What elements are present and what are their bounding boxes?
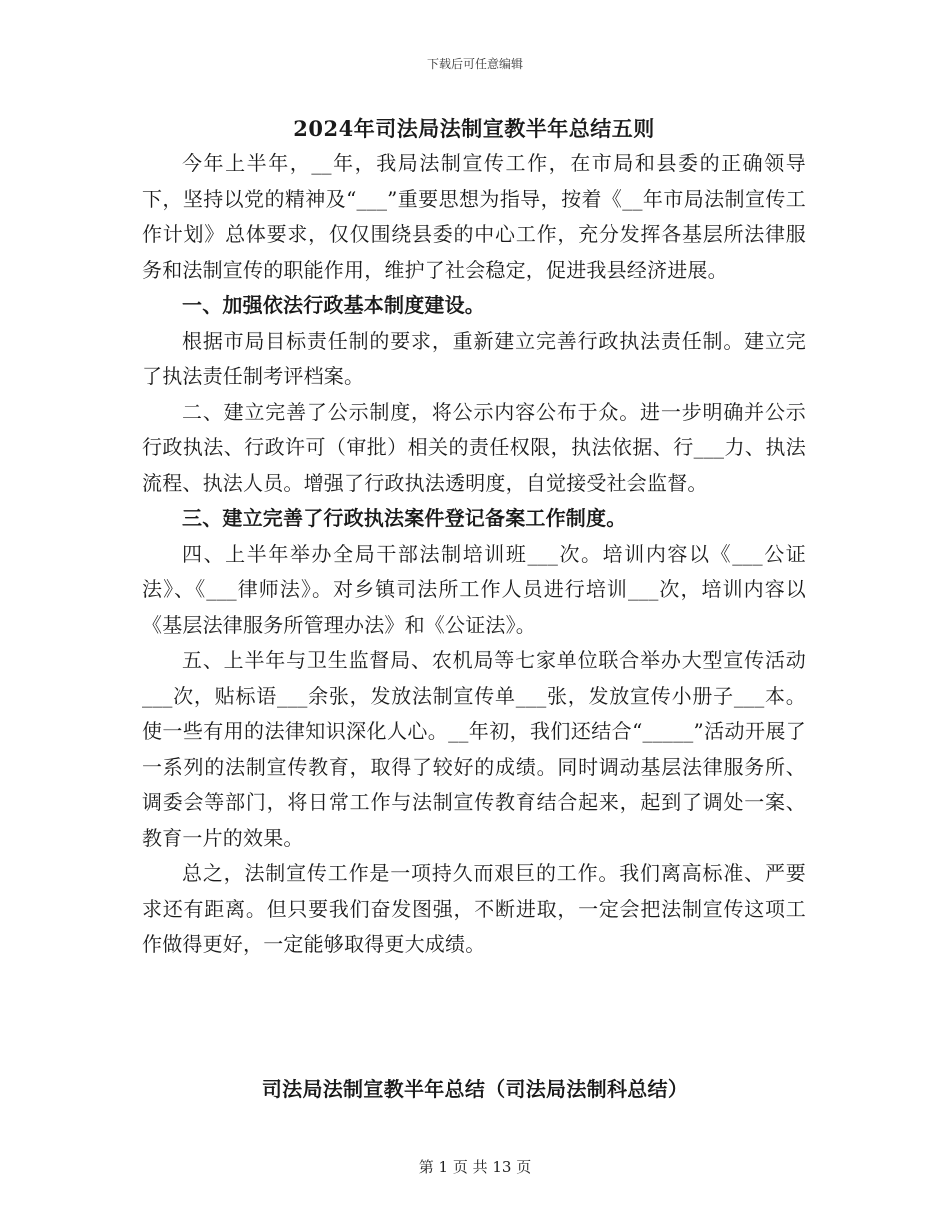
paragraph-responsibility: 根据市局目标责任制的要求，重新建立完善行政执法责任制。建立完了执法责任制考评档案。 xyxy=(142,328,806,388)
paragraph-section-2: 二、建立完善了公示制度，将公示内容公布于众。进一步明确并公示行政执法、行政许可（审批）相关的责任权限，执法依据、行___力、执法流程、执法人员。增强了行政执法透明度，自觉接受社会监督。 xyxy=(142,399,806,495)
document-subtitle: 司法局法制宣教半年总结（司法局法制科总结） xyxy=(261,1077,689,1101)
paragraph-section-4: 四、上半年举办全局干部法制培训班___次。培训内容以《___公证法》、《___律师法》。对乡镇司法所工作人员进行培训___次，培训内容以《基层法律服务所管理办法》和《公证法》。 xyxy=(142,541,806,637)
paragraph-conclusion: 总之，法制宣传工作是一项持久而艰巨的工作。我们离高标准、严要求还有距离。但只要我们奋发图强，不断进取，一定会把法制宣传这项工作做得更好，一定能够取得更大成绩。 xyxy=(142,861,806,956)
document-body xyxy=(142,112,806,963)
page-number: 第 1 页 共 13 页 xyxy=(418,1158,532,1176)
header-note: 下载后可任意编辑 xyxy=(426,57,523,71)
paragraph-intro: 今年上半年，__年，我局法制宣传工作，在市局和县委的正确领导下，坚持以党的精神及“___”重要思想为指导，按着《__年市局法制宣传工作计划》总体要求，仅仅围绕县委的中心工作，充分发挥各基层所法律服务和法制宣传的职能作用，维护了社会稳定，促进我县经济进展。 xyxy=(142,151,806,282)
paragraph-section-5: 五、上半年与卫生监督局、农机局等七家单位联合举办大型宣传活动___次，贴标语___余张，发放法制宣传单___张，发放宣传小册子___本。使一些有用的法律知识深化人心。__年初，我们还结合“_____”活动开展了一系列的法制宣传教育，取得了较好的成绩。同时调动基层法律服务所、调委会等部门，将日常工作与法制宣传教育结合起来，起到了调处一案、教育一片的效果。 xyxy=(142,648,806,850)
section-heading-1: 一、加强依法行政基本制度建设。 xyxy=(182,293,485,317)
section-heading-3: 三、建立完善了行政执法案件登记备案工作制度。 xyxy=(182,506,627,530)
document-title: 2024年司法局法制宣教半年总结五则 xyxy=(293,116,655,141)
